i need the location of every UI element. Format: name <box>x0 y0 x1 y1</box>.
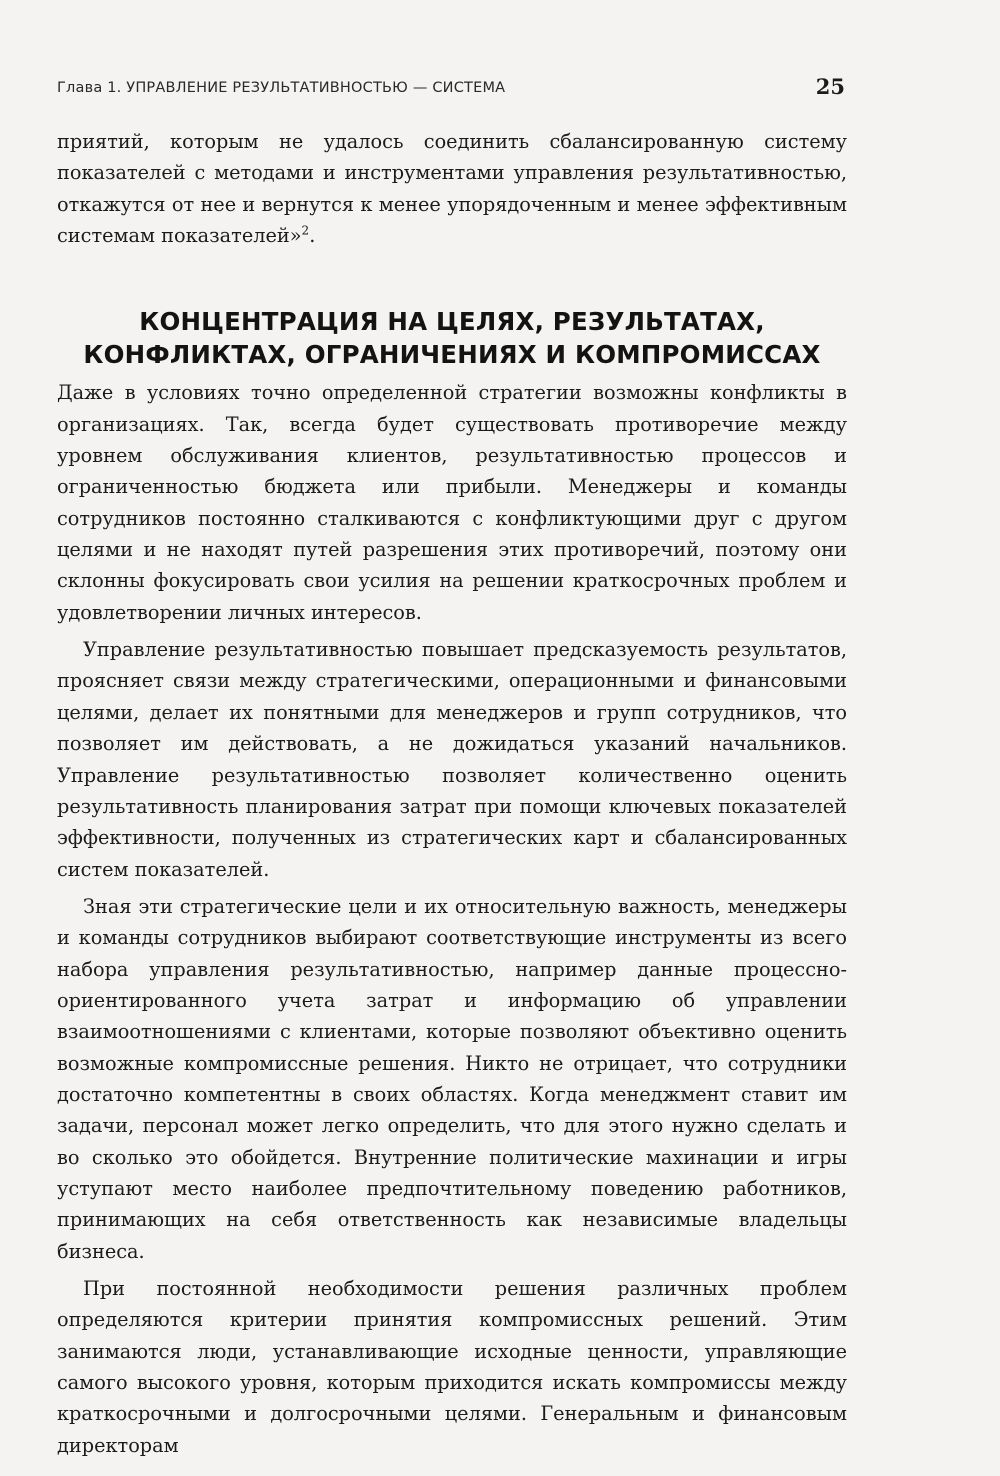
footnote-reference: 2 <box>301 223 310 238</box>
page-content <box>57 126 847 1461</box>
paragraph-4: При постоянной необходимости решения различных проблем определяются критерии принятия компромиссных решений. Этим занимаются люди, устанавливающие исходные ценности, управляющие самого высокого уровня, которым приходится искать компромиссы между краткосрочными и долгосрочными целями. Генеральным и финансовым директорам <box>57 1277 847 1457</box>
running-header <box>57 74 847 104</box>
paragraph-2: Управление результативностью повышает предсказуемость результатов, проясняет связи между стратегическими, операционными и финансовыми целями, делает их понятными для менеджеров и групп сотрудников, что позволяет им действовать, а не дожидаться указаний начальников. Управление результативностью позволяет количественно оценить результативность планирования затрат при помощи ключевых показателей эффективности, полученных из стратегических карт и сбалансированных систем показателей. <box>57 638 847 881</box>
chapter-title: Глава 1. УПРАВЛЕНИЕ РЕЗУЛЬТАТИВНОСТЬЮ — СИСТЕМА <box>57 80 506 96</box>
section-heading <box>57 305 847 371</box>
section-heading-line-1: КОНЦЕНТРАЦИЯ НА ЦЕЛЯХ, РЕЗУЛЬТАТАХ, <box>139 307 765 337</box>
intro-paragraph-text: приятий, которым не удалось соединить сбалансированную систему показателей с методами и инструментами управления результативностью, откажутся от нее и вернутся к менее упорядоченным и менее эффективным системам показателей» <box>57 130 847 248</box>
intro-paragraph <box>57 126 847 251</box>
section-heading-line-2: КОНФЛИКТАХ, ОГРАНИЧЕНИЯХ И КОМПРОМИССАХ <box>83 340 821 370</box>
page-number: 25 <box>815 74 845 99</box>
paragraph-1: Даже в условиях точно определенной стратегии возможны конфликты в организациях. Так, всегда будет существовать противоречие между уровнем обслуживания клиентов, результативностью процессов и ограниченностью бюджета или прибыли. Менеджеры и команды сотрудников постоянно сталкиваются с конфликтующими друг с другом целями и не находят путей разрешения этих противоречий, поэтому они склонны фокусировать свои усилия на решении краткосрочных проблем и удовлетворении личных интересов. <box>57 381 847 624</box>
paragraph-3: Зная эти стратегические цели и их относительную важность, менеджеры и команды сотрудников выбирают соответствующие инструменты из всего набора управления результативностью, например данные процессно-ориентированного учета затрат и информацию об управлении взаимоотношениями с клиентами, которые позволяют объективно оценить возможные компромиссные решения. Никто не отрицает, что сотрудники достаточно компетентны в своих областях. Когда менеджмент ставит им задачи, персонал может легко определить, что для этого нужно сделать и во сколько это обойдется. Внутренние политические махинации и игры уступают место наиболее предпочтительному поведению работников, принимающих на себя ответственность как независимые владельцы бизнеса. <box>57 894 847 1263</box>
intro-paragraph-end: . <box>309 224 316 248</box>
